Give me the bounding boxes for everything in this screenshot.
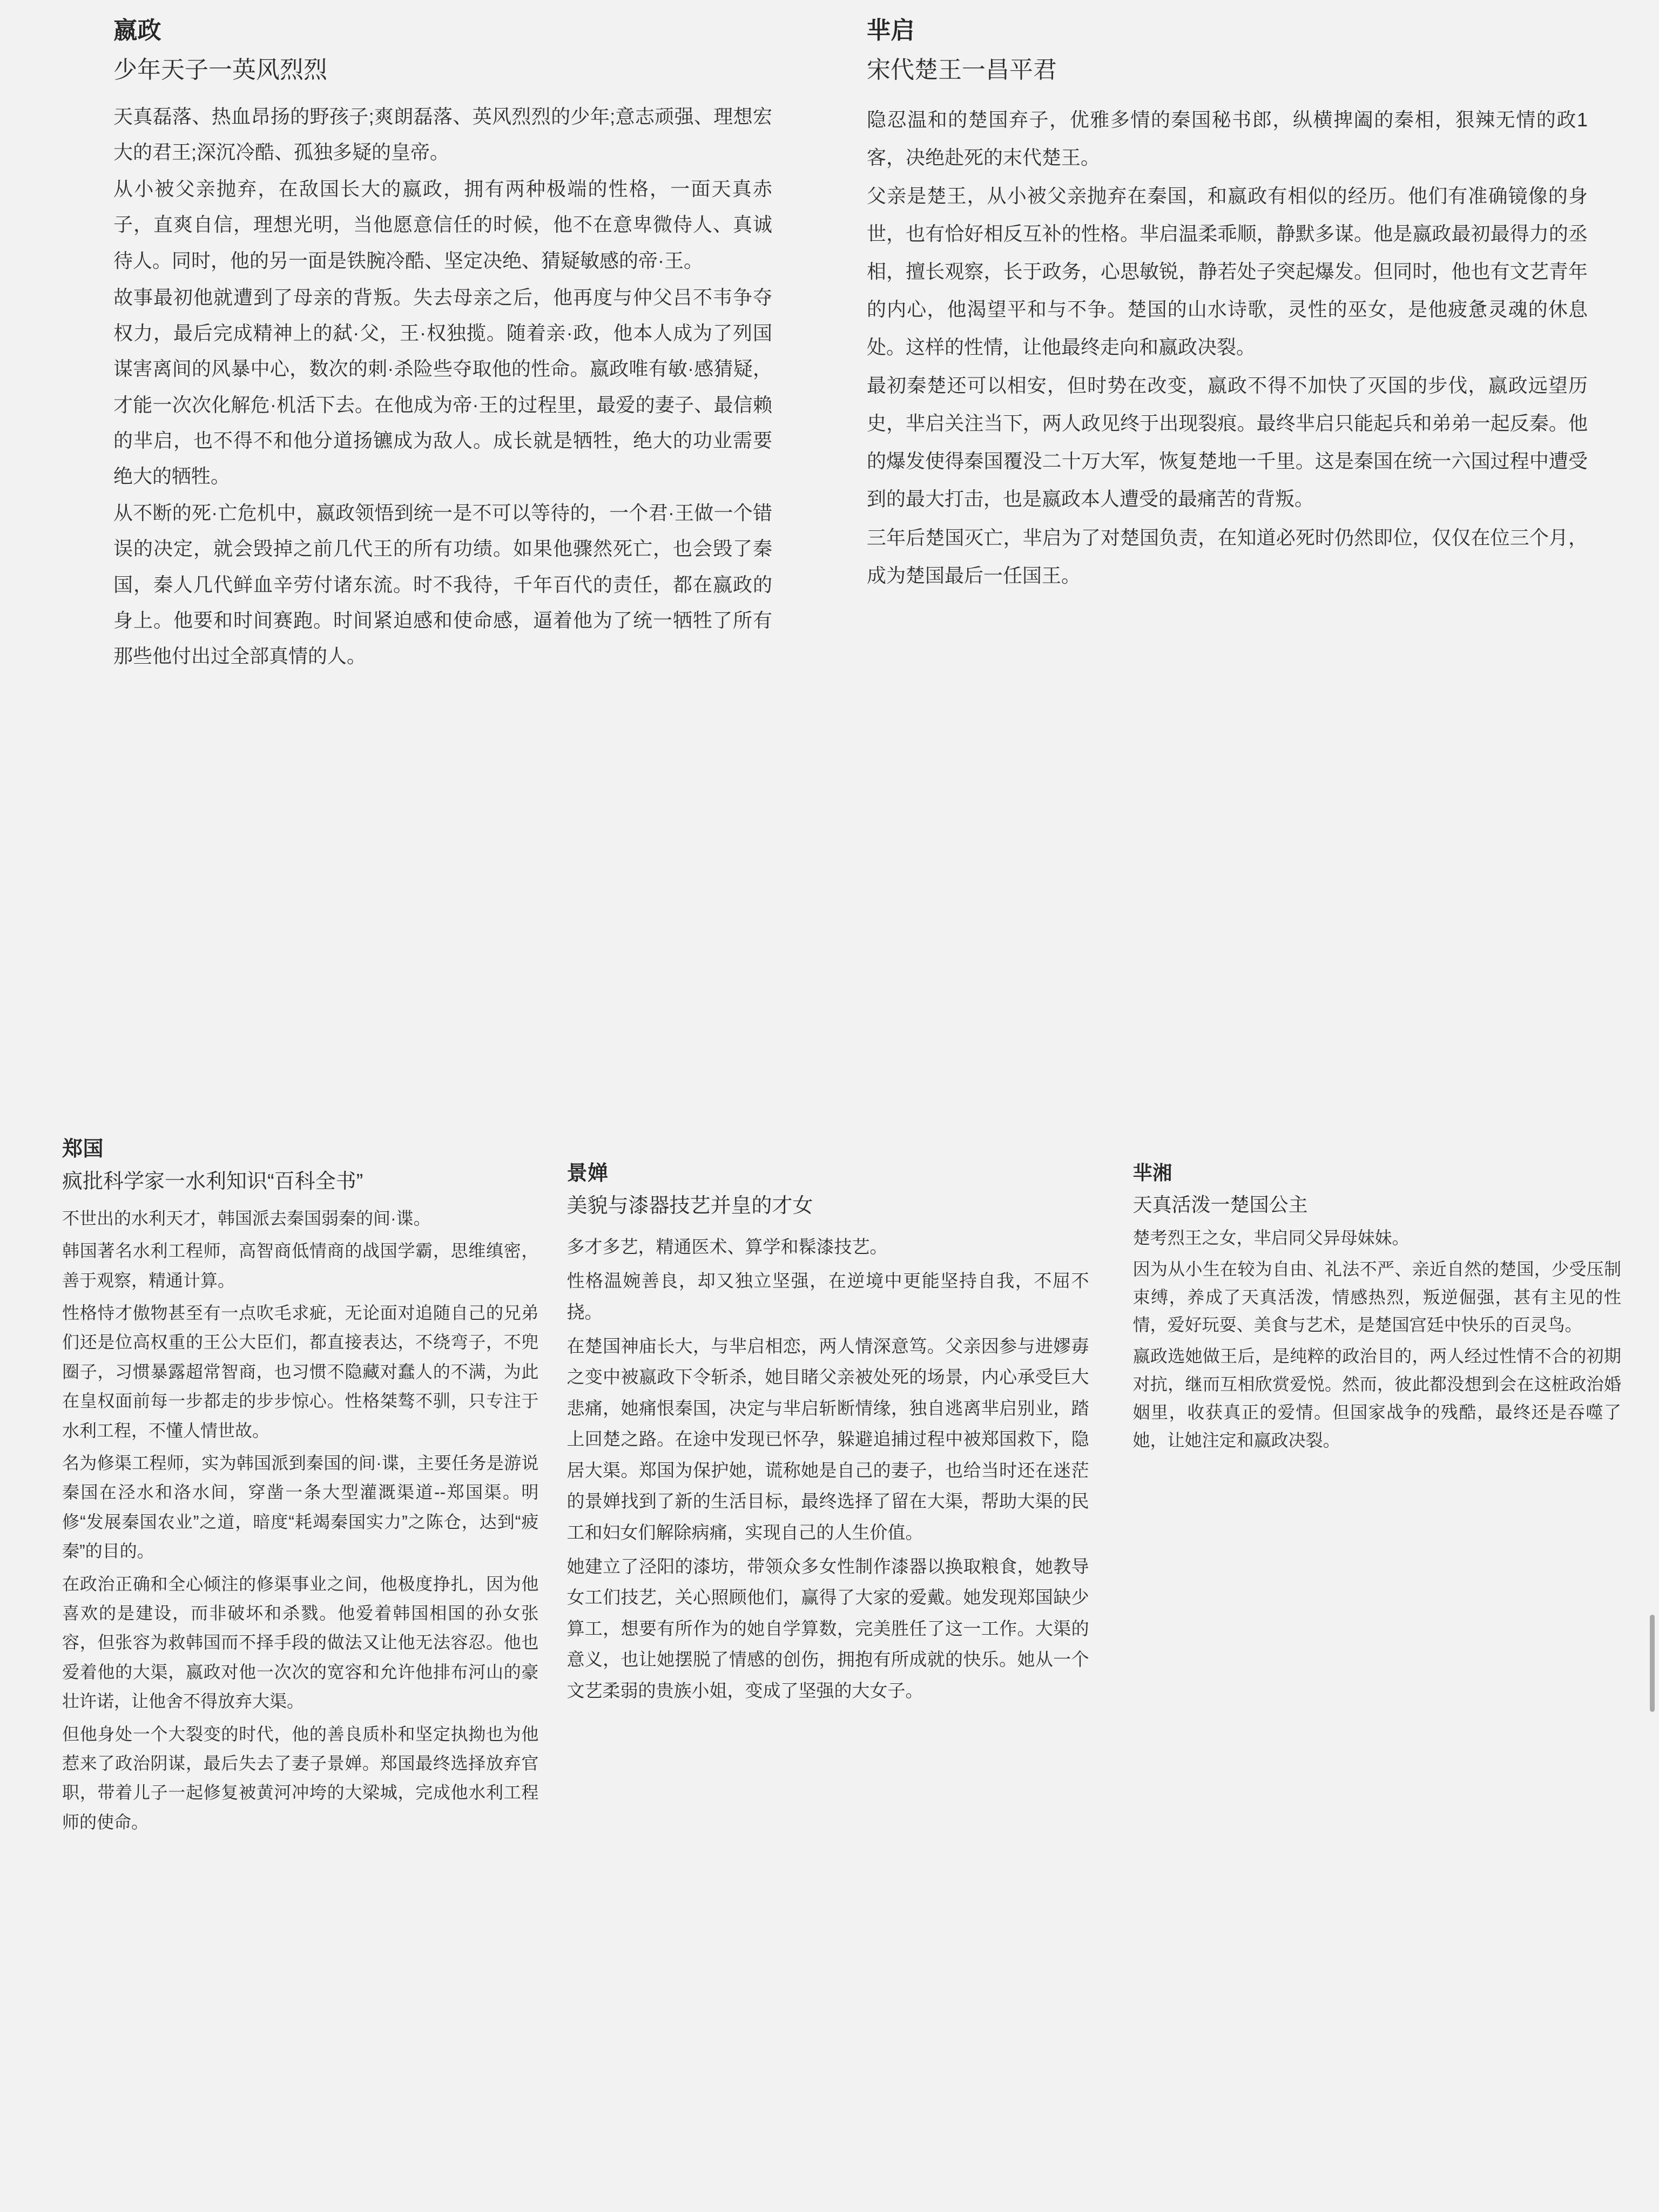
paragraph: 不世出的水利天才，韩国派去秦国弱秦的间·谍。 [62, 1208, 431, 1228]
paragraph: 多才多艺，精通医术、算学和髹漆技艺。 [567, 1236, 888, 1257]
paragraph: 楚考烈王之女，芈启同父异母妹妹。 [1132, 1228, 1410, 1247]
character-subtitle-zhengguo: 疯批科学家一水利知识“百科全书” [62, 1170, 363, 1193]
paragraph: 天真磊落、热血昂扬的野孩子;爽朗磊落、英风烈烈的少年;意志顽强、理想宏大的君王;深沉冷酷、孤独多疑的皇帝。 [113, 105, 772, 163]
paragraph: 三年后楚国灭亡，芈启为了对楚国负责，在知道必死时仍然即位，仅仅在位三个月，成为楚国最后一任国王。 [867, 526, 1588, 586]
paragraph: 嬴政选她做王后，是纯粹的政治目的，两人经过性情不合的初期对抗，继而互相欣赏爱悦。然而，彼此都没想到会在这桩政治婚姻里，收获真正的爱情。但国家战争的残酷，最终还是吞噬了她，让她注定和嬴政决裂。 [1132, 1346, 1621, 1450]
paragraph: 隐忍温和的楚国弃子，优雅多情的秦国秘书郎，纵横捭阖的秦相，狠辣无情的政1客，决绝赴死的末代楚王。 [867, 108, 1588, 168]
paragraph: 她建立了泾阳的漆坊，带领众多女性制作漆器以换取粮食，她教导女工们技艺，关心照顾他们，赢得了大家的爱戴。她发现郑国缺少算工，想要有所作为的她自学算数，完美胜任了这一工作。大渠的意义，也让她摆脱了情感的创伤，拥抱有所成就的快乐。她从一个文艺柔弱的贵族小姐，变成了坚强的大女子。 [567, 1556, 1089, 1701]
paragraph: 故事最初他就遭到了母亲的背叛。失去母亲之后，他再度与仲父吕不韦争夺权力，最后完成精神上的弑·父，王·权独揽。随着亲·政，他本人成为了列国谋害离间的风暴中心，数次的刺·杀险些夺取他的性命。嬴政唯有敏·感猜疑，才能一次次化解危·机活下去。在他成为帝·王的过程里，最爱的妻子、最信赖的芈启，也不得不和他分道扬镳成为敌人。成长就是牺牲，绝大的功业需要绝大的牺牲。 [113, 286, 772, 488]
paragraph: 性格恃才傲物甚至有一点吹毛求疵，无论面对追随自己的兄弟们还是位高权重的王公大臣们，都直接表达，不绕弯子，不兜圈子，习惯暴露超常智商，也习惯不隐藏对蠢人的不满，为此在皇权面前每一步都走的步步惊心。性格桀骜不驯，只专注于水利工程，不懂人情世故。 [62, 1303, 539, 1440]
paragraph: 最初秦楚还可以相安，但时势在改变，嬴政不得不加快了灭国的步伐，嬴政远望历史，芈启关注当下，两人政见终于出现裂痕。最终芈启只能起兵和弟弟一起反秦。他的爆发使得秦国覆没二十万大军，恢复楚地一千里。这是秦国在统一六国过程中遭受到的最大打击，也是嬴政本人遭受的最痛苦的背叛。 [867, 374, 1588, 510]
paragraph: 在政治正确和全心倾注的修渠事业之间，他极度挣扎，因为他喜欢的是建设，而非破坏和杀戮。他爱着韩国相国的孙女张容，但张容为救韩国而不择手段的做法又让他无法容忍。他也爱着他的大渠，嬴政对他一次次的宽容和允许他排布河山的豪壮许诺，让他舍不得放弃大渠。 [62, 1574, 539, 1711]
character-block-jingchan [555, 1121, 1104, 2211]
paragraph: 因为从小生在较为自由、礼法不严、亲近自然的楚国，少受压制束缚，养成了天真活泼，情感热烈，叛逆倔强，甚有主见的性情，爱好玩耍、美食与艺术，是楚国宫廷中快乐的百灵鸟。 [1132, 1259, 1621, 1335]
character-subtitle-miqi: 宋代楚王一昌平君 [867, 56, 1057, 83]
paragraph: 但他身处一个大裂变的时代，他的善良质朴和坚定执拗也为他惹来了政治阴谋，最后失去了妻子景婵。郑国最终选择放弃官职，带着儿子一起修复被黄河冲垮的大梁城，完成他水利工程师的使命。 [62, 1724, 539, 1832]
character-name-zhengguo: 郑国 [62, 1138, 104, 1161]
paragraph: 在楚国神庙长大，与芈启相恋，两人情深意笃。父亲因参与进嫪毐之变中被嬴政下令斩杀，她目睹父亲被处死的场景，内心承受巨大悲痛，她痛恨秦国，决定与芈启斩断情缘，独自逃离芈启别业，踏上回楚之路。在途中发现已怀孕，躲避追捕过程中被郑国救下，隐居大渠。郑国为保护她，谎称她是自己的妻子，也给当时还在迷茫的景婵找到了新的生活目标，最终选择了留在大渠，帮助大渠的民工和妇女们解除病痛，实现自己的人生价值。 [567, 1336, 1089, 1542]
character-name-yingzheng: 嬴政 [113, 17, 161, 44]
paragraph: 性格温婉善良，却又独立坚强，在逆境中更能坚持自我，不屈不挠。 [567, 1271, 1089, 1322]
character-name-miqi: 芈启 [867, 17, 915, 44]
character-block-zhengguo [16, 1121, 555, 2211]
character-block-mixiang [1104, 1121, 1643, 2211]
character-name-mixiang: 芈湘 [1132, 1162, 1172, 1184]
character-subtitle-jingchan: 美貌与漆器技艺并皇的才女 [567, 1195, 813, 1218]
character-subtitle-mixiang: 天真活泼一楚国公主 [1132, 1193, 1308, 1216]
scrollbar-track[interactable] [1648, 0, 1656, 2212]
paragraph: 父亲是楚王，从小被父亲抛弃在秦国，和嬴政有相似的经历。他们有准确镜像的身世，也有恰好相反互补的性格。芈启温柔乖顺，静默多谋。他是嬴政最初最得力的丞相，擅长观察，长于政务，心思敏锐，静若处子突起爆发。但同时，他也有文艺青年的内心，他渴望平和与不争。楚国的山水诗歌，灵性的巫女，是他疲惫灵魂的休息处。这样的性情，让他最终走向和嬴政决裂。 [867, 185, 1588, 358]
paragraph: 从不断的死·亡危机中，嬴政领悟到统一是不可以等待的，一个君·王做一个错误的决定，就会毁掉之前几代王的所有功绩。如果他骤然死亡，也会毁了秦国，秦人几代鲜血辛劳付诸东流。时不我待，千年百代的责任，都在嬴政的身上。他要和时间赛跑。时间紧迫感和使命感，逼着他为了统一牺牲了所有那些他付出过全部真情的人。 [113, 502, 772, 667]
character-block-miqi [799, 16, 1620, 1112]
paragraph: 韩国著名水利工程师，高智商低情商的战国学霸，思维缜密，善于观察，精通计算。 [62, 1241, 539, 1290]
bottom-section [0, 1121, 1659, 2211]
scrollbar-thumb[interactable] [1650, 1615, 1655, 1712]
character-name-jingchan: 景婵 [567, 1162, 609, 1185]
character-block-yingzheng [32, 16, 799, 1112]
paragraph: 名为修渠工程师，实为韩国派到秦国的间·谍，主要任务是游说秦国在泾水和洛水间，穿凿一条大型灌溉渠道--郑国渠。明修“发展秦国农业”之道，暗度“耗竭秦国实力”之陈仓，达到“疲秦”的目的。 [62, 1453, 539, 1561]
character-subtitle-yingzheng: 少年天子一英风烈烈 [113, 56, 327, 83]
paragraph: 从小被父亲抛弃，在敌国长大的嬴政，拥有两种极端的性格，一面天真赤子，直爽自信，理想光明，当他愿意信任的时候，他不在意卑微侍人、真诚待人。同时，他的另一面是铁腕冷酷、坚定决绝、猜疑敏感的帝·王。 [113, 178, 772, 272]
